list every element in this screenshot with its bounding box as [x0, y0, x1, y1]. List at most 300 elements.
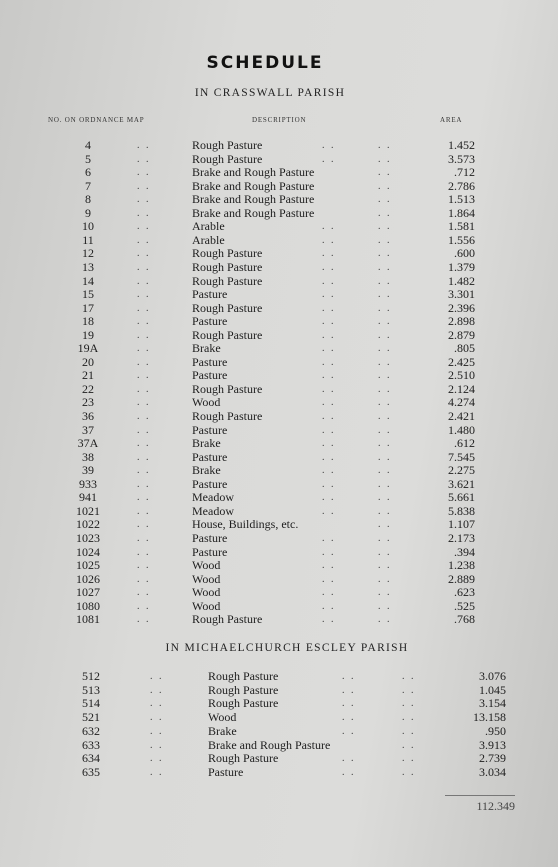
section-heading-crasswall: IN CRASSWALL PARISH	[194, 87, 346, 99]
area-value: 1.480	[448, 422, 475, 437]
area-value: 2.421	[448, 409, 475, 423]
area-value: 5.838	[448, 503, 475, 518]
table-row	[0, 451, 558, 464]
table-row	[0, 410, 558, 423]
area-value: .394	[454, 544, 475, 559]
leader-dots: . .	[322, 153, 336, 165]
leader-dots: . .	[137, 370, 151, 382]
leader-dots: . .	[378, 261, 392, 273]
table-row	[0, 220, 558, 233]
ordnance-number: 5	[85, 151, 91, 166]
leader-dots: . .	[378, 356, 392, 368]
area-value: 1.107	[448, 517, 475, 532]
leader-dots: . .	[378, 573, 392, 585]
leader-dots: . .	[322, 343, 336, 355]
leader-dots: . .	[137, 587, 151, 599]
description: Rough Pasture	[208, 682, 279, 697]
ordnance-number: 10	[82, 219, 94, 234]
table-row	[0, 396, 558, 409]
column-header-number: NO. ON ORDNANCE MAP	[48, 116, 145, 124]
table-row	[0, 505, 558, 518]
leader-dots: . .	[137, 397, 151, 409]
description: House, Buildings, etc.	[192, 517, 299, 532]
description: Pasture	[192, 422, 228, 437]
description: Rough Pasture	[192, 246, 263, 261]
leader-dots: . .	[137, 167, 151, 179]
description: Rough Pasture	[192, 409, 263, 423]
leader-dots: . .	[322, 492, 336, 504]
ordnance-number: 1080	[76, 598, 100, 613]
leader-dots: . .	[378, 180, 392, 192]
leader-dots: . .	[137, 614, 151, 626]
table-row	[0, 275, 558, 288]
leader-dots: . .	[137, 478, 151, 490]
ordnance-number: 1023	[76, 530, 100, 545]
leader-dots: . .	[137, 356, 151, 368]
leader-dots: . .	[150, 753, 164, 765]
description: Wood	[192, 395, 221, 410]
table-row	[0, 725, 558, 738]
description: Pasture	[192, 354, 228, 369]
leader-dots: . .	[137, 424, 151, 436]
table-row	[0, 711, 558, 724]
area-value: 2.124	[448, 381, 475, 396]
total-area: 112.349	[476, 799, 515, 813]
leader-dots: . .	[378, 505, 392, 517]
description: Pasture	[192, 530, 228, 545]
ordnance-number: 38	[82, 449, 94, 464]
ordnance-number: 1021	[76, 503, 100, 518]
total-rule	[445, 795, 515, 796]
leader-dots: . .	[378, 424, 392, 436]
area-value: 7.545	[448, 449, 475, 464]
leader-dots: . .	[322, 546, 336, 558]
ordnance-number: 634	[82, 751, 100, 766]
leader-dots: . .	[322, 532, 336, 544]
leader-dots: . .	[150, 739, 164, 751]
area-value: 3.621	[448, 476, 475, 491]
area-value: 2.739	[479, 751, 506, 766]
area-value: .525	[454, 598, 475, 613]
leader-dots: . .	[137, 207, 151, 219]
area-value: 2.889	[448, 571, 475, 586]
description: Rough Pasture	[192, 273, 263, 288]
leader-dots: . .	[402, 684, 416, 696]
leader-dots: . .	[150, 766, 164, 778]
table-row	[0, 670, 558, 683]
description: Rough Pasture	[192, 612, 263, 627]
description: Arable	[192, 219, 225, 234]
area-value: 13.158	[473, 710, 506, 725]
ordnance-number: 13	[82, 259, 94, 274]
leader-dots: . .	[378, 614, 392, 626]
leader-dots: . .	[378, 438, 392, 450]
ordnance-number: 15	[82, 287, 94, 302]
area-value: .712	[454, 165, 475, 180]
table-row	[0, 684, 558, 697]
leader-dots: . .	[402, 712, 416, 724]
ordnance-number: 9	[85, 205, 91, 220]
description: Pasture	[192, 368, 228, 383]
area-value: 1.238	[448, 558, 475, 573]
leader-dots: . .	[378, 343, 392, 355]
table-row	[0, 369, 558, 382]
table-row	[0, 478, 558, 491]
area-value: 1.864	[448, 205, 475, 220]
table-row	[0, 573, 558, 586]
table-row	[0, 234, 558, 247]
area-value: 2.786	[448, 178, 475, 193]
leader-dots: . .	[322, 234, 336, 246]
description: Rough Pasture	[192, 151, 263, 166]
ordnance-number: 14	[82, 273, 94, 288]
leader-dots: . .	[137, 140, 151, 151]
leader-dots: . .	[342, 684, 356, 696]
leader-dots: . .	[402, 739, 416, 751]
leader-dots: . .	[378, 560, 392, 572]
description: Pasture	[192, 449, 228, 464]
description: Brake and Rough Pasture	[192, 205, 315, 220]
table-row	[0, 613, 558, 626]
leader-dots: . .	[378, 329, 392, 341]
leader-dots: . .	[137, 316, 151, 328]
leader-dots: . .	[342, 725, 356, 737]
leader-dots: . .	[322, 465, 336, 477]
leader-dots: . .	[378, 383, 392, 395]
description: Wood	[192, 585, 221, 600]
table-row	[0, 288, 558, 301]
ordnance-number: 12	[82, 246, 94, 261]
leader-dots: . .	[378, 465, 392, 477]
ordnance-number: 22	[82, 381, 94, 396]
area-value: 1.482	[448, 273, 475, 288]
leader-dots: . .	[378, 194, 392, 206]
ordnance-number: 632	[82, 723, 100, 738]
area-value: 3.573	[448, 151, 475, 166]
ordnance-number: 23	[82, 395, 94, 410]
leader-dots: . .	[378, 370, 392, 382]
leader-dots: . .	[378, 451, 392, 463]
description: Brake and Rough Pasture	[208, 737, 331, 752]
description: Meadow	[192, 490, 234, 505]
leader-dots: . .	[342, 753, 356, 765]
ordnance-number: 4	[85, 138, 91, 152]
table-row	[0, 180, 558, 193]
leader-dots: . .	[322, 505, 336, 517]
leader-dots: . .	[378, 207, 392, 219]
area-value: 3.301	[448, 287, 475, 302]
table-row	[0, 559, 558, 572]
area-value: 1.045	[479, 682, 506, 697]
leader-dots: . .	[322, 302, 336, 314]
ordnance-number: 1027	[76, 585, 100, 600]
leader-dots: . .	[137, 411, 151, 422]
ordnance-number: 7	[85, 178, 91, 193]
leader-dots: . .	[342, 766, 356, 778]
ordnance-number: 11	[82, 232, 94, 247]
leader-dots: . .	[322, 140, 336, 151]
table-row	[0, 329, 558, 342]
table-row	[0, 600, 558, 613]
leader-dots: . .	[137, 546, 151, 558]
leader-dots: . .	[322, 587, 336, 599]
leader-dots: . .	[137, 248, 151, 260]
table-row	[0, 766, 558, 779]
area-value: 4.274	[448, 395, 475, 410]
leader-dots: . .	[322, 329, 336, 341]
section-heading-michaelchurch: IN MICHAELCHURCH ESCLEY PARISH	[165, 642, 409, 654]
leader-dots: . .	[322, 451, 336, 463]
area-value: .768	[454, 612, 475, 627]
ordnance-number: 1025	[76, 558, 100, 573]
table-row	[0, 586, 558, 599]
leader-dots: . .	[342, 712, 356, 724]
leader-dots: . .	[137, 329, 151, 341]
area-value: 2.275	[448, 463, 475, 478]
area-value: 2.510	[448, 368, 475, 383]
area-value: 3.076	[479, 669, 506, 683]
description: Rough Pasture	[192, 381, 263, 396]
area-value: 5.661	[448, 490, 475, 505]
description: Brake	[192, 341, 221, 356]
description: Brake	[192, 436, 221, 451]
leader-dots: . .	[378, 546, 392, 558]
description: Pasture	[192, 314, 228, 329]
description: Rough Pasture	[192, 300, 263, 315]
table-row	[0, 697, 558, 710]
ordnance-number: 8	[85, 192, 91, 207]
area-value: .623	[454, 585, 475, 600]
leader-dots: . .	[322, 560, 336, 572]
leader-dots: . .	[137, 438, 151, 450]
ordnance-number: 36	[82, 409, 94, 423]
ordnance-number: 21	[82, 368, 94, 383]
table-row	[0, 546, 558, 559]
description: Rough Pasture	[192, 327, 263, 342]
table-row	[0, 532, 558, 545]
column-header-area: AREA	[440, 116, 463, 124]
description: Wood	[192, 598, 221, 613]
leader-dots: . .	[402, 671, 416, 682]
leader-dots: . .	[378, 519, 392, 531]
ordnance-number: 39	[82, 463, 94, 478]
table-row	[0, 356, 558, 369]
area-value: 3.913	[479, 737, 506, 752]
description: Arable	[192, 232, 225, 247]
leader-dots: . .	[322, 614, 336, 626]
ordnance-number: 1022	[76, 517, 100, 532]
leader-dots: . .	[137, 261, 151, 273]
leader-dots: . .	[150, 684, 164, 696]
leader-dots: . .	[322, 573, 336, 585]
table-row	[0, 261, 558, 274]
leader-dots: . .	[150, 725, 164, 737]
leader-dots: . .	[137, 275, 151, 287]
ordnance-number: 512	[82, 669, 100, 683]
leader-dots: . .	[402, 698, 416, 710]
leader-dots: . .	[378, 275, 392, 287]
description: Pasture	[192, 544, 228, 559]
table-row	[0, 518, 558, 531]
leader-dots: . .	[137, 302, 151, 314]
area-value: 2.396	[448, 300, 475, 315]
description: Rough Pasture	[192, 138, 263, 152]
leader-dots: . .	[322, 370, 336, 382]
leader-dots: . .	[378, 289, 392, 301]
area-value: 1.513	[448, 192, 475, 207]
leader-dots: . .	[137, 519, 151, 531]
description: Pasture	[192, 287, 228, 302]
leader-dots: . .	[378, 167, 392, 179]
leader-dots: . .	[322, 275, 336, 287]
leader-dots: . .	[137, 343, 151, 355]
leader-dots: . .	[322, 248, 336, 260]
ordnance-number: 633	[82, 737, 100, 752]
leader-dots: . .	[322, 411, 336, 422]
leader-dots: . .	[378, 234, 392, 246]
area-value: 2.879	[448, 327, 475, 342]
leader-dots: . .	[137, 234, 151, 246]
leader-dots: . .	[378, 248, 392, 260]
description: Wood	[208, 710, 237, 725]
ordnance-number: 37	[82, 422, 94, 437]
leader-dots: . .	[378, 140, 392, 151]
leader-dots: . .	[378, 492, 392, 504]
leader-dots: . .	[378, 478, 392, 490]
table-row	[0, 166, 558, 179]
leader-dots: . .	[322, 600, 336, 612]
area-value: 1.581	[448, 219, 475, 234]
leader-dots: . .	[150, 671, 164, 682]
leader-dots: . .	[342, 671, 356, 682]
area-value: 2.173	[448, 530, 475, 545]
leader-dots: . .	[322, 397, 336, 409]
leader-dots: . .	[378, 587, 392, 599]
description: Pasture	[192, 476, 228, 491]
table-row	[0, 752, 558, 765]
area-value: .805	[454, 341, 475, 356]
ordnance-number: 514	[82, 696, 100, 711]
leader-dots: . .	[137, 289, 151, 301]
ordnance-number: 941	[79, 490, 97, 505]
leader-dots: . .	[150, 698, 164, 710]
leader-dots: . .	[322, 438, 336, 450]
ordnance-number: 933	[79, 476, 97, 491]
description: Brake and Rough Pasture	[192, 192, 315, 207]
leader-dots: . .	[137, 532, 151, 544]
table-row	[0, 139, 558, 152]
ordnance-number: 19A	[77, 341, 99, 356]
leader-dots: . .	[322, 261, 336, 273]
area-value: 1.556	[448, 232, 475, 247]
description: Wood	[192, 571, 221, 586]
leader-dots: . .	[402, 725, 416, 737]
ordnance-number: 513	[82, 682, 100, 697]
table-row	[0, 424, 558, 437]
page-title: SCHEDULE	[206, 53, 324, 73]
ordnance-number: 1026	[76, 571, 100, 586]
ordnance-number: 18	[82, 314, 94, 329]
leader-dots: . .	[322, 289, 336, 301]
table-row	[0, 302, 558, 315]
leader-dots: . .	[137, 194, 151, 206]
description: Meadow	[192, 503, 234, 518]
area-value: .600	[454, 246, 475, 261]
description: Wood	[192, 558, 221, 573]
area-value: 1.452	[448, 138, 475, 152]
leader-dots: . .	[322, 356, 336, 368]
column-header-description: DESCRIPTION	[252, 116, 307, 124]
description: Rough Pasture	[208, 696, 279, 711]
description: Rough Pasture	[208, 669, 279, 683]
table-row	[0, 342, 558, 355]
table-row	[0, 437, 558, 450]
leader-dots: . .	[402, 753, 416, 765]
description: Brake and Rough Pasture	[192, 178, 315, 193]
description: Rough Pasture	[208, 751, 279, 766]
leader-dots: . .	[378, 153, 392, 165]
table-row	[0, 247, 558, 260]
leader-dots: . .	[137, 451, 151, 463]
leader-dots: . .	[322, 478, 336, 490]
leader-dots: . .	[137, 465, 151, 477]
table-row	[0, 315, 558, 328]
table-row	[0, 207, 558, 220]
table-row	[0, 464, 558, 477]
area-value: .612	[454, 436, 475, 451]
description: Brake	[208, 723, 237, 738]
leader-dots: . .	[402, 766, 416, 778]
table-row	[0, 739, 558, 752]
ordnance-number: 37A	[77, 436, 99, 451]
leader-dots: . .	[342, 698, 356, 710]
leader-dots: . .	[378, 397, 392, 409]
leader-dots: . .	[137, 383, 151, 395]
ordnance-number: 20	[82, 354, 94, 369]
leader-dots: . .	[378, 600, 392, 612]
leader-dots: . .	[322, 316, 336, 328]
area-value: .950	[485, 723, 506, 738]
area-value: 2.898	[448, 314, 475, 329]
leader-dots: . .	[378, 532, 392, 544]
leader-dots: . .	[137, 505, 151, 517]
ordnance-number: 635	[82, 764, 100, 779]
ordnance-number: 17	[82, 300, 94, 315]
leader-dots: . .	[322, 221, 336, 233]
table-row	[0, 153, 558, 166]
ordnance-number: 521	[82, 710, 100, 725]
area-value: 3.154	[479, 696, 506, 711]
leader-dots: . .	[378, 302, 392, 314]
table-row	[0, 491, 558, 504]
leader-dots: . .	[378, 316, 392, 328]
leader-dots: . .	[137, 600, 151, 612]
description: Brake and Rough Pasture	[192, 165, 315, 180]
leader-dots: . .	[137, 560, 151, 572]
area-value: 1.379	[448, 259, 475, 274]
leader-dots: . .	[137, 492, 151, 504]
description: Rough Pasture	[192, 259, 263, 274]
ordnance-number: 19	[82, 327, 94, 342]
table-row	[0, 383, 558, 396]
area-value: 2.425	[448, 354, 475, 369]
leader-dots: . .	[378, 411, 392, 422]
leader-dots: . .	[322, 383, 336, 395]
description: Brake	[192, 463, 221, 478]
leader-dots: . .	[378, 221, 392, 233]
ordnance-number: 1081	[76, 612, 100, 627]
table-row	[0, 193, 558, 206]
